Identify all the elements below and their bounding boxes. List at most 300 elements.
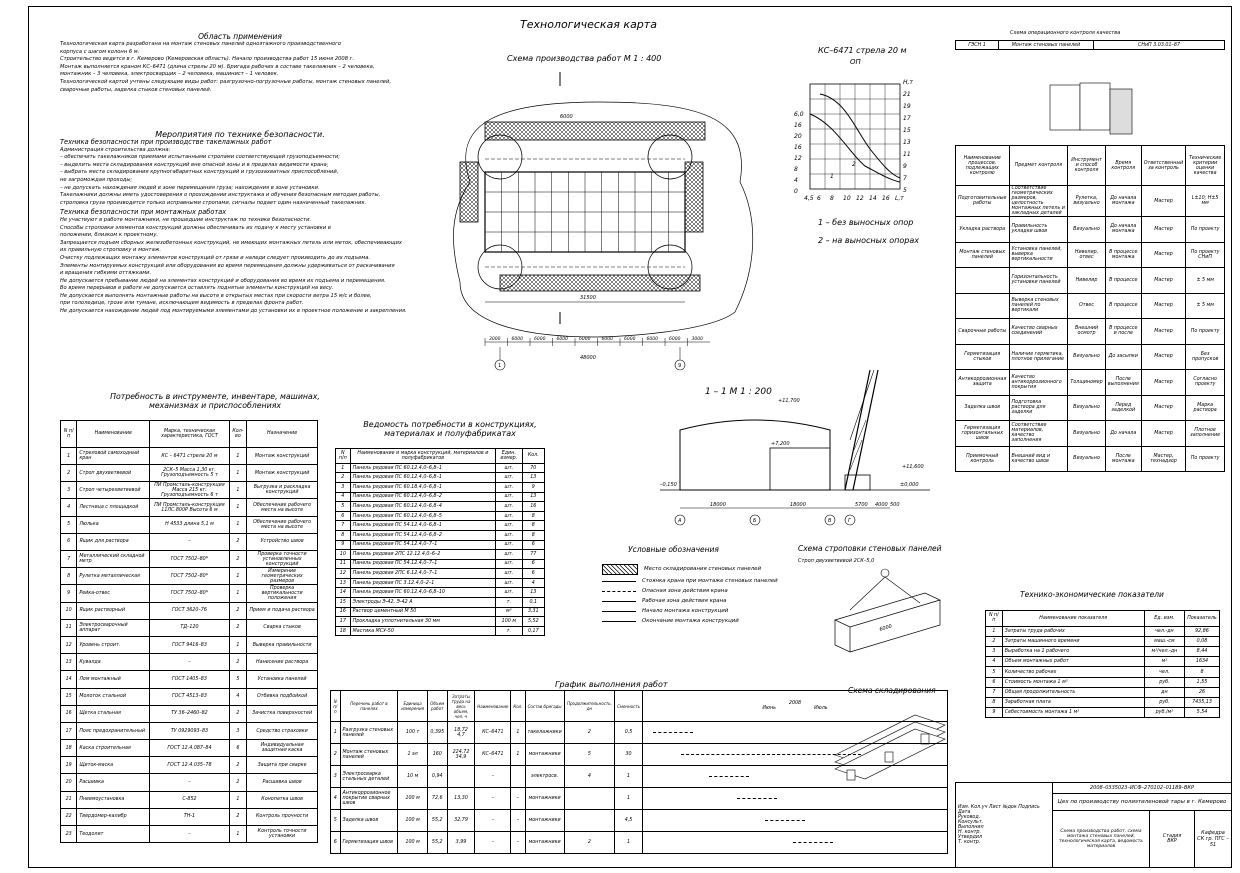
table-cell: Расшивка — [77, 774, 150, 791]
tools-table — [60, 420, 318, 843]
scope-block — [60, 32, 420, 94]
table-row — [956, 217, 1225, 243]
scope-line: корпуса с шагом колонн 6 м. — [60, 48, 140, 55]
plan-dim-label: 6000 — [534, 337, 546, 342]
crane-load-chart — [790, 74, 920, 209]
panels-table — [335, 448, 545, 636]
table-cell: В процессе монтажа — [1105, 242, 1141, 268]
table-cell: Мастер — [1141, 319, 1186, 345]
table-cell: Нивелир — [1068, 268, 1106, 294]
table-cell — [956, 293, 1010, 319]
legend-symbol — [602, 621, 636, 622]
table-cell: ± 5 мм — [1186, 268, 1225, 294]
table-cell: Зачистка поверхностей — [247, 705, 318, 722]
table-cell: До начала — [1105, 421, 1141, 447]
table-cell: 2 — [229, 602, 247, 619]
table-row — [336, 569, 545, 579]
table-cell: шт. — [496, 559, 523, 569]
safety-line: Очистку подлежащих монтажу элементов конструкций от грязи и наледи следует производить до их подъема. — [60, 254, 371, 261]
safety-line: Такелажники должны иметь удостоверения о прохождении инструктажа и обучения безопасным методам работы, — [60, 192, 381, 199]
table-cell: Рулетка, визуально — [1068, 186, 1106, 217]
schedule-bar — [793, 842, 833, 843]
table-cell: 10 — [61, 602, 77, 619]
crane-h-tick: 15 — [903, 127, 911, 134]
schedule-bar — [681, 754, 861, 755]
safety-line: Запрещается подъем сборных железобетонных конструкций, не имеющих монтажных петель или меток, обеспечивающих — [60, 239, 402, 246]
table-cell: 10 — [336, 550, 351, 560]
crane-y-tick: 16 — [794, 144, 802, 151]
table-cell: Нанесение раствора — [247, 654, 318, 671]
table-cell: 4 — [986, 657, 1003, 667]
table-cell: Н 4533 длина 5,1 м — [150, 516, 229, 533]
table-cell: Проверка вертикальности положения — [247, 585, 318, 602]
table-cell: 16 — [61, 705, 77, 722]
svg-text:6000: 6000 — [878, 623, 893, 633]
elev-2: +7,200 — [771, 441, 790, 447]
table-row: 2 Монтаж стеновых панелей 1 эл 160 224,72 34,9 КС–6471 1 монтажники 5 30 — [331, 744, 948, 766]
table-cell: Мастер — [1141, 344, 1186, 370]
table-cell: Теодолит — [77, 826, 150, 843]
storage-bottom — [500, 275, 700, 291]
panel-sketch — [1040, 75, 1140, 140]
table-cell: Конопатка швов — [247, 791, 318, 808]
table-row — [336, 607, 545, 617]
table-cell: шт. — [496, 492, 523, 502]
plan-dim-label: 6000 — [579, 337, 591, 342]
table-cell: 1634 — [1185, 657, 1220, 667]
table-row — [61, 619, 318, 636]
plan-width-label: 31500 — [580, 295, 596, 301]
table-row — [336, 530, 545, 540]
table-cell: дн — [1144, 687, 1184, 697]
table-cell: 8 — [336, 530, 351, 540]
table-row — [336, 550, 545, 560]
table-header: N п/п Наименование и марка конструкций, материалов и полуфабрикатов Един. измер. Кол. — [336, 449, 545, 464]
table-cell: ГОСТ 12.4.087–84 — [150, 740, 229, 757]
table-cell: 9 — [986, 708, 1003, 718]
crane-h-tick: Н,т — [903, 79, 913, 86]
table-cell: По проекту — [1186, 319, 1225, 345]
table-cell: Монтаж конструкций — [247, 447, 318, 464]
plan-axis-1: 1 — [498, 363, 502, 369]
table-cell: 7 — [61, 551, 77, 568]
table-cell: шт. — [496, 578, 523, 588]
table-row — [956, 293, 1225, 319]
table-cell: Панель рядовая 2ПС 12.12.4,0–6–2 — [350, 550, 495, 560]
table-cell: Выверка правильности — [247, 636, 318, 653]
stamp-title: Цех по производству полиэтиленовой тары в г. Кемерово — [1053, 794, 1232, 811]
table-cell: Согласно проекту — [1186, 370, 1225, 396]
table-row — [956, 395, 1225, 421]
table-cell: шт. — [496, 550, 523, 560]
table-row — [336, 492, 545, 502]
table-cell: Подготовка раствора для заделки — [1009, 395, 1068, 421]
table-cell: Устройство швов — [247, 533, 318, 550]
table-cell: 4 — [61, 499, 77, 516]
schedule-bar — [737, 798, 777, 799]
table-cell: 2 — [229, 533, 247, 550]
table-cell: м³ — [496, 607, 523, 617]
tep-heading: Технико-экономические показатели — [1020, 590, 1164, 599]
table-row — [336, 588, 545, 598]
table-cell: Металлический складной метр — [77, 551, 150, 568]
stamp-desc: Схема производства работ, схема монтажа стеновых панелей, технологическая карта, ведомость материалов — [1053, 811, 1150, 868]
crane-h-tick: 17 — [903, 115, 911, 122]
table-cell: Панель рядовая ПС 60.18.4,0–6,8–1 — [350, 482, 495, 492]
table-cell: 3 — [229, 722, 247, 739]
table-cell: 1 — [229, 791, 247, 808]
elev-1: +11,700 — [778, 398, 800, 404]
table-cell: 15 — [336, 598, 351, 608]
table-row — [986, 626, 1220, 636]
table-cell: 16 — [522, 502, 544, 512]
table-cell: Соответствие геометрических размеров, целостность монтажных петель и закладных деталей — [1009, 186, 1068, 217]
table-row: 4 Антикоррозионное покрытие сварных швов 100 м 72,6 13,30 – – монтажники 1 — [331, 788, 948, 810]
table-cell: Мастер — [1141, 268, 1186, 294]
table-cell: 13 — [522, 473, 544, 483]
plan-dim-label: 6000 — [646, 337, 658, 342]
crane-legend-2: 2 – на выносных опорах — [818, 236, 919, 245]
plan-dim-label: 6000 — [556, 337, 568, 342]
table-cell: ГОСТ 1405–83 — [150, 671, 229, 688]
table-cell: До начала монтажа — [1105, 186, 1141, 217]
table-row — [61, 740, 318, 757]
legend-label: Опасная зона действия крана — [642, 588, 728, 594]
table-row — [61, 568, 318, 585]
safety-line: Не допускается выполнять монтажные работы на высоте в открытых местах при скорости ветра 15 м/с и более, — [60, 292, 372, 299]
table-cell: Выработка на 1 рабочего — [1002, 647, 1144, 657]
crane-subtitle: ОП — [850, 58, 861, 66]
table-row — [986, 677, 1220, 687]
table-cell: Герметизация горизонтальных швов — [956, 421, 1010, 447]
table-cell: Обеспечение рабочего места на высоте — [247, 499, 318, 516]
table-cell: 100 м — [496, 617, 523, 627]
table-cell: 9 — [336, 540, 351, 550]
crane-x-tick: 6 — [817, 195, 821, 202]
table-cell: ТД–120 — [150, 619, 229, 636]
table-row — [336, 578, 545, 588]
table-cell: Затраты труда рабочих — [1002, 626, 1144, 636]
legend-label: Рабочая зона действия крана — [642, 598, 727, 604]
plan-dim-label: 3000 — [489, 337, 501, 342]
table-cell: Объем монтажных работ — [1002, 657, 1144, 667]
table-cell: 12 — [336, 569, 351, 579]
table-cell: Средство страховки — [247, 722, 318, 739]
table-cell: 20 — [61, 774, 77, 791]
plan-dim-label: 3000 — [691, 337, 703, 342]
stamp-code: 2008–0335023–ИСФ–270102–01189–ВКР — [1053, 783, 1232, 794]
plan-dim-label: 6000 — [601, 337, 613, 342]
table-cell: Уровень строит. — [77, 636, 150, 653]
storage-top — [485, 122, 705, 140]
table-cell: 9 — [522, 482, 544, 492]
table-cell: Строп четырехветвевой — [77, 482, 150, 499]
legend-heading: Условные обозначения — [628, 545, 719, 554]
table-cell: Стоимость монтажа 1 м² — [1002, 677, 1144, 687]
table-cell: 14 — [336, 588, 351, 598]
crane-title: КС–6471 стрела 20 м — [818, 46, 907, 55]
table-cell: Панель рядовая ПС 54.12.4,0–6,8–2 — [350, 530, 495, 540]
table-header: N п/п Наименование показателя Ед. изм. Показатель — [986, 611, 1220, 627]
table-cell: м² — [1144, 657, 1184, 667]
table-cell: – — [150, 826, 229, 843]
table-row — [336, 598, 545, 608]
table-row — [61, 516, 318, 533]
table-cell: Герметизация стыков — [956, 344, 1010, 370]
table-cell: 1 — [229, 447, 247, 464]
safety-line: не загромождая проходы; — [60, 176, 133, 183]
sling-label: Строп двухветвевой 2СК–5,0 — [798, 558, 875, 564]
table-cell: 4 — [522, 578, 544, 588]
table-cell: Перед заделкой — [1105, 395, 1141, 421]
crane-x-tick: 8 — [830, 195, 834, 202]
scope-heading: Область применения — [198, 32, 282, 41]
table-cell: 9 — [61, 585, 77, 602]
table-cell: Панель рядовая ПС 60.12.4,0–6,8–5 — [350, 511, 495, 521]
table-cell: шт. — [496, 588, 523, 598]
table-cell: Проверка точности установленных конструкций — [247, 551, 318, 568]
table-row — [986, 647, 1220, 657]
elev-4: –0,150 — [660, 482, 677, 488]
table-cell: ГОСТ 7502–80* — [150, 568, 229, 585]
table-cell: руб. — [1144, 698, 1184, 708]
table-cell: Панель рядовая ПС 60.12.4,0–6,8–10 — [350, 588, 495, 598]
legend-label: Место складирования стеновых панелей — [644, 566, 761, 572]
svg-text:2: 2 — [852, 161, 856, 168]
table-cell: 8 — [61, 568, 77, 585]
table-row — [956, 446, 1225, 472]
legend-symbol — [602, 611, 636, 612]
table-row — [61, 585, 318, 602]
scope-line: Строительство ведется в г. Кемерово (Кемеровская область). Начало производства работ 15 июня 2008 г. — [60, 56, 355, 63]
table-cell: КС – 6471 стрела 20 м — [150, 447, 229, 464]
table-cell: 6 — [229, 740, 247, 757]
table-cell: 3,31 — [522, 607, 544, 617]
table-cell: 1 — [229, 465, 247, 482]
table-cell: 2СК–5 Масса 1,30 кг. Грузоподъемность 5 т — [150, 465, 229, 482]
table-cell: 3 — [61, 482, 77, 499]
table-cell: 11 — [61, 619, 77, 636]
table-cell: т. — [496, 626, 523, 636]
table-cell: По проекту — [1186, 446, 1225, 472]
table-cell: Отбивка подбойкой — [247, 688, 318, 705]
title-block: Изм. Кол.уч Лист №док Подпись Дата Руковод. Консульт. Выполнил Н. контр. Утвердил Т. контр. 2008–0335023–ИСФ–270102–01189–ВКР Цех по производству полиэтиленовой тары в г. Кемерово Схема производства работ, схема монтажа стеновых панелей, технологическая карта, ведомость материалов Стадия ВКР Кафедра СК гр. ПГС – 51 — [955, 782, 1232, 868]
crane-x-tick: 14 — [869, 195, 877, 202]
table-cell: 22 — [61, 808, 77, 825]
table-cell: Выгрузка и раскладка конструкций — [247, 482, 318, 499]
crane-h-tick: 11 — [903, 151, 911, 158]
table-cell: 17 — [61, 722, 77, 739]
table-cell: 1 — [229, 482, 247, 499]
section-axis: Г — [848, 518, 851, 524]
safety-line: их правильную строповку и монтаж. — [60, 247, 162, 254]
table-cell: Визуально — [1068, 344, 1106, 370]
table-cell: 3 — [986, 647, 1003, 657]
safety-line: – не допускать нахождения людей в зоне перемещения груза; нахождения в зоне установки. — [60, 184, 320, 191]
table-cell: Наличие герметика, плотное прилегание — [1009, 344, 1068, 370]
table-cell: Рулетка металлическая — [77, 568, 150, 585]
table-cell: Выверка стеновых панелей по вертикали — [1009, 293, 1068, 319]
scope-line: сварочные работы, заделка стыков стеновых панелей. — [60, 86, 212, 93]
table-cell: 8 — [1185, 667, 1220, 677]
table-cell: ГОСТ 9416–83 — [150, 636, 229, 653]
legend-symbol — [602, 591, 636, 592]
table-cell: 1 — [229, 516, 247, 533]
table-cell: Мастер — [1141, 293, 1186, 319]
qc-top-3: СНиП 3.03.01–87 — [1094, 41, 1225, 50]
safety-line: – выбрать места складирования крупногабаритных конструкций и грузозахватных приспособлений, — [60, 169, 339, 176]
table-cell: 18 — [61, 740, 77, 757]
table-cell: Установка панелей, выверка вертикальности — [1009, 242, 1068, 268]
table-cell: 2 — [229, 808, 247, 825]
table-row: 5 Заделка швов 100 м 55,2 32,79 – – монтажники 4,5 — [331, 810, 948, 832]
section-axis: Б — [753, 518, 757, 524]
table-row — [61, 499, 318, 516]
table-cell: 8 — [522, 511, 544, 521]
plan-title: Схема производства работ М 1 : 400 — [507, 54, 662, 63]
table-cell: 26 — [1185, 687, 1220, 697]
table-cell: Визуально — [1068, 446, 1106, 472]
table-row — [336, 482, 545, 492]
table-cell: Твердомер-калибр — [77, 808, 150, 825]
table-cell: Горизонтальность установки панелей — [1009, 268, 1068, 294]
crane-y-tick: 12 — [794, 155, 802, 162]
table-cell: Лом монтажный — [77, 671, 150, 688]
crane-x-tick: 10 — [843, 195, 851, 202]
table-cell: 21 — [61, 791, 77, 808]
table-cell: Монтаж стеновых панелей — [956, 242, 1010, 268]
table-cell: Лестница с площадкой — [77, 499, 150, 516]
table-cell: ТУ 36–2460–82 — [150, 705, 229, 722]
table-cell: 13 — [336, 578, 351, 588]
plan-axis-9: 9 — [678, 363, 682, 369]
table-row — [986, 708, 1220, 718]
section-drawing — [640, 330, 940, 530]
safety-heading: Мероприятия по технике безопасности. — [155, 130, 325, 139]
tep-table — [985, 610, 1220, 718]
table-cell: Укладка раствора — [956, 217, 1010, 243]
legend-label: Окончание монтажа конструкций — [642, 618, 739, 624]
table-cell: Мастер — [1141, 186, 1186, 217]
table-cell: До начала монтажа — [1105, 217, 1141, 243]
table-cell: 2 — [336, 473, 351, 483]
safety-line: Способы строповки элементов конструкций должны обеспечивать их подачу к месту установки в — [60, 224, 331, 231]
table-row — [986, 687, 1220, 697]
table-cell: Ящик для раствора — [77, 533, 150, 550]
plan-top-label: 6000 — [560, 114, 573, 120]
qc-heading: Схема операционного контроля качества — [1010, 30, 1121, 36]
table-cell: Панель рядовая ПС 60.12.4,0–6,8–4 — [350, 502, 495, 512]
table-cell: По проекту — [1186, 217, 1225, 243]
table-cell: Монтаж конструкций — [247, 465, 318, 482]
plan-dim-label: 6000 — [511, 337, 523, 342]
legend-label: Стоянка крана при монтаже стеновых панелей — [642, 578, 778, 584]
table-cell: 6 — [336, 511, 351, 521]
table-row — [61, 791, 318, 808]
table-cell: Внешний осмотр — [1068, 319, 1106, 345]
table-row — [61, 465, 318, 482]
table-cell: ПИ Промсталь-конструкция 11ЛС.800Р Высота 6 м — [150, 499, 229, 516]
storage-title: Схема складирования — [848, 686, 936, 695]
table-cell: Пояс предохранительный — [77, 722, 150, 739]
safety-block — [60, 130, 420, 316]
table-cell: Мастер — [1141, 421, 1186, 447]
safety-line: Элементы монтируемых конструкций или оборудования во время перемещения должны удерживаться от раскачивания — [60, 262, 395, 269]
table-cell: Мастер — [1141, 242, 1186, 268]
section-dim: 4000 — [875, 502, 888, 508]
table-cell: 1 — [336, 463, 351, 473]
scope-line: Технологической картой учтены следующие виды работ: разгрузочно-погрузочные работы, монтаж стеновых панелей, — [60, 78, 392, 85]
table-cell: чел.-дн — [1144, 626, 1184, 636]
table-cell: Раствор цементный М 50 — [350, 607, 495, 617]
plan-dim-label: 6000 — [624, 337, 636, 342]
table-row — [956, 242, 1225, 268]
table-cell: Щетка стальная — [77, 705, 150, 722]
crane-h-tick: 21 — [903, 91, 911, 98]
table-cell: 5,54 — [1185, 708, 1220, 718]
stamp-roles: Изм. Кол.уч Лист №док Подпись Дата Руковод. Консульт. Выполнил Н. контр. Утвердил Т. контр. — [956, 783, 1053, 868]
table-row: 1 Разгрузка стеновых панелей 100 т 0,395 18,72 4,7 КС–6471 1 такелажники 2 0,5 — [331, 722, 948, 744]
table-cell: Приемочный контроль — [956, 446, 1010, 472]
crane-h-tick: 13 — [903, 139, 911, 146]
table-cell: Качество сварных соединений — [1009, 319, 1068, 345]
table-cell: 11 — [336, 559, 351, 569]
table-cell: Заработная плата — [1002, 698, 1144, 708]
scope-line: монтажник – 3 человека, электросварщик – 2 человека, машинист – 1 человек. — [60, 71, 279, 78]
table-cell: 7435,13 — [1185, 698, 1220, 708]
section-dim: 500 — [890, 502, 900, 508]
table-cell: Себестоимость монтажа 1 м² — [1002, 708, 1144, 718]
table-cell: Мастер, технадзор — [1141, 446, 1186, 472]
table-cell: Прокладка уплотнительная 30 мм — [350, 617, 495, 627]
table-cell: 17 — [336, 617, 351, 627]
table-cell: 13 — [522, 588, 544, 598]
svg-text:1: 1 — [830, 173, 834, 180]
table-cell: Визуально — [1068, 217, 1106, 243]
table-cell: м²/чел.-дн — [1144, 647, 1184, 657]
table-cell: 7 — [336, 521, 351, 531]
table-cell: Расшивка швов — [247, 774, 318, 791]
table-cell: Установка панелей — [247, 671, 318, 688]
table-cell: 1 — [986, 626, 1003, 636]
table-cell: шт. — [496, 482, 523, 492]
section-dim: 18000 — [790, 502, 806, 508]
table-cell: L±10; Н±5 мм — [1186, 186, 1225, 217]
table-cell: Сварочные работы — [956, 319, 1010, 345]
plan-dim-label: 6000 — [669, 337, 681, 342]
table-cell: 15 — [61, 688, 77, 705]
table-cell: Измерение геометрических размеров — [247, 568, 318, 585]
table-cell: ГОСТ 7502–80* — [150, 585, 229, 602]
table-cell: Правильность укладки швов — [1009, 217, 1068, 243]
safety-line: – выделить места складирования конструкций вне опасной зоны и в пределах видимости крана; — [60, 161, 329, 168]
safety-text-1 — [60, 147, 420, 208]
table-cell: 4 — [336, 492, 351, 502]
plan-total: 48000 — [580, 355, 596, 361]
tools-heading: Потребность в инструменте, инвентаре, машинах, механизмах и приспособлениях — [110, 392, 320, 410]
table-row — [61, 654, 318, 671]
table-cell: Каска строительная — [77, 740, 150, 757]
table-cell: 12 — [61, 636, 77, 653]
table-cell: Индивидуальная защитная каска — [247, 740, 318, 757]
section-dim: 18000 — [710, 502, 726, 508]
curve-2 — [820, 94, 900, 178]
table-cell: Мастер — [1141, 217, 1186, 243]
table-row: 6 Герметизация швов 100 м 55,2 3,99 – – монтажники 2 1 — [331, 832, 948, 854]
table-cell: 5 — [229, 671, 247, 688]
table-cell: шт. — [496, 540, 523, 550]
table-row — [336, 540, 545, 550]
